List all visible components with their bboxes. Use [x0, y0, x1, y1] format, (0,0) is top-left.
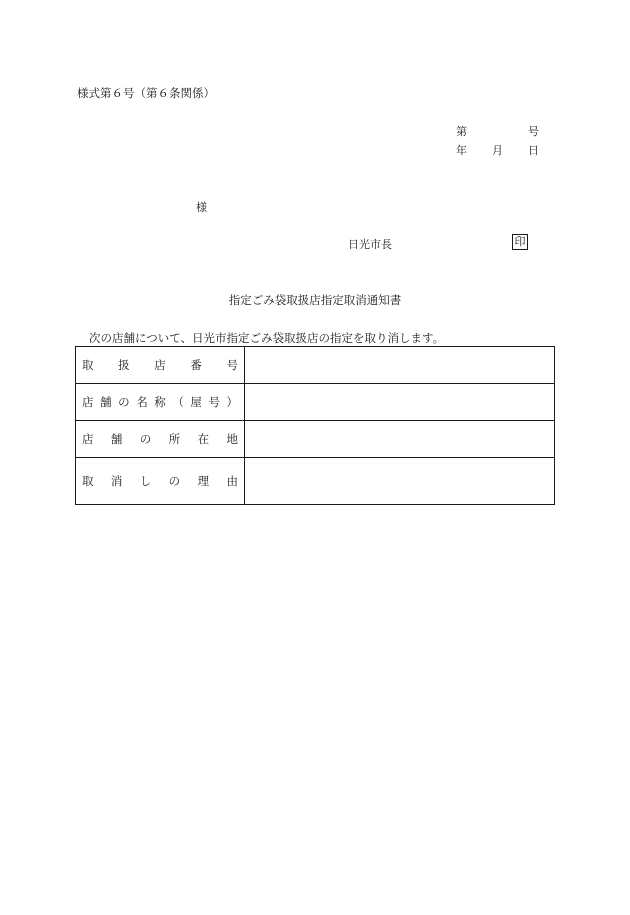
issuer-name: 日光市長	[348, 238, 392, 251]
row-label-cell	[76, 458, 245, 505]
table-row	[76, 458, 555, 505]
addressee-honorific: 様	[196, 201, 207, 214]
row-label-cell	[76, 421, 245, 458]
date-month-label: 月	[492, 144, 503, 157]
document-title: 指定ごみ袋取扱店指定取消通知書	[228, 293, 402, 307]
seal-mark: 印	[512, 234, 528, 250]
intro-text: 次の店舗について、日光市指定ごみ袋取扱店の指定を取り消します。	[89, 331, 445, 345]
row-value-cell[interactable]	[245, 458, 555, 505]
row-label: 取 扱 店 番 号	[82, 358, 238, 372]
row-label: 店 舗 の 所 在 地	[82, 432, 238, 446]
date-year-label: 年	[456, 144, 467, 157]
doc-number-label: 第	[456, 125, 467, 138]
table-row	[76, 347, 555, 384]
row-label-cell	[76, 347, 245, 384]
row-label: 店 舗 の 名 称 （ 屋 号 ）	[82, 395, 238, 409]
form-number: 様式第６号（第６条関係）	[77, 86, 215, 100]
row-label: 取 消 し の 理 由	[82, 474, 238, 488]
table-row	[76, 384, 555, 421]
row-value-cell[interactable]	[245, 421, 555, 458]
row-value-cell[interactable]	[245, 384, 555, 421]
row-value-cell[interactable]	[245, 347, 555, 384]
doc-number-suffix: 号	[528, 125, 539, 138]
date-day-label: 日	[528, 144, 539, 157]
table-row	[76, 421, 555, 458]
row-label-cell	[76, 384, 245, 421]
info-table	[75, 346, 555, 505]
